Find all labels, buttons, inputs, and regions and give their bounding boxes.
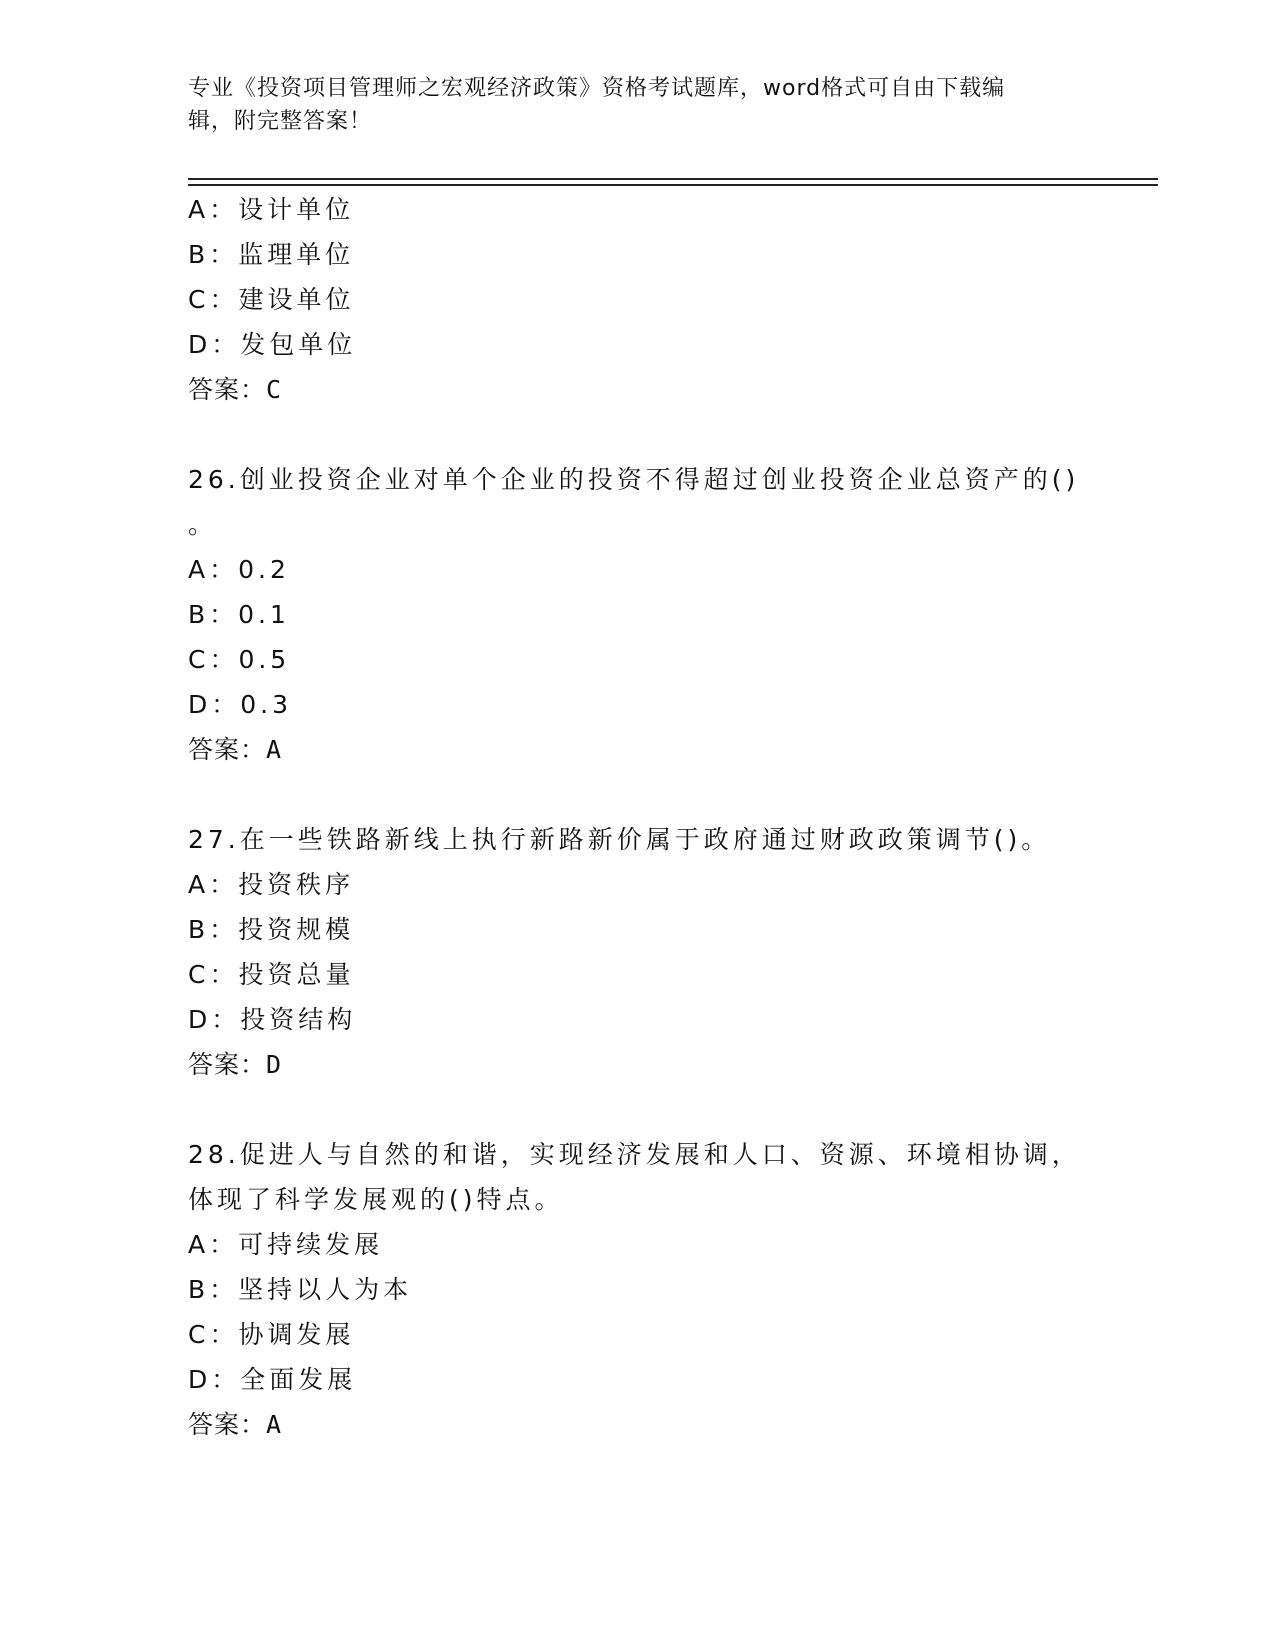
option-d: D：投资结构 [188, 1005, 357, 1034]
option-b: B：监理单位 [188, 240, 355, 269]
header-line-1: 专业《投资项目管理师之宏观经济政策》资格考试题库，word格式可自由下载编 [188, 76, 1006, 101]
answer-label: 答案： [188, 735, 267, 764]
option-d: D：0.3 [188, 690, 293, 719]
answer-label: 答案： [188, 375, 267, 404]
question-stem: 27.在一些铁路新线上执行新路新价属于政府通过财政政策调节()。 [188, 825, 1051, 854]
option-d: D：全面发展 [188, 1365, 357, 1394]
answer-line [188, 734, 282, 766]
question-stem: 28.促进人与自然的和谐，实现经济发展和人口、资源、环境相协调， [188, 1140, 1081, 1169]
answer-value: D [266, 1050, 283, 1079]
option-a: A：投资秩序 [188, 870, 355, 899]
option-c: C：0.5 [188, 645, 291, 674]
document-header [188, 72, 1068, 138]
answer-label: 答案： [188, 1410, 267, 1439]
answer-value: A [266, 735, 283, 764]
option-c: C：投资总量 [188, 960, 355, 989]
answer-line [188, 1049, 282, 1081]
answer-label: 答案： [188, 1050, 267, 1079]
answer-line [188, 374, 282, 406]
option-a: A：可持续发展 [188, 1230, 384, 1259]
answer-value: A [266, 1410, 283, 1439]
question-stem-continued: 。 [188, 510, 218, 539]
question-stem-continued: 体现了科学发展观的()特点。 [188, 1185, 564, 1214]
option-c: C：建设单位 [188, 285, 355, 314]
option-b: B：投资规模 [188, 915, 355, 944]
answer-line [188, 1409, 282, 1441]
header-line-2: 辑，附完整答案！ [188, 109, 373, 134]
option-d: D：发包单位 [188, 330, 357, 359]
option-b: B：0.1 [188, 600, 290, 629]
answer-value: C [266, 375, 283, 404]
header-divider-bottom [188, 184, 1158, 186]
question-stem: 26.创业投资企业对单个企业的投资不得超过创业投资企业总资产的() [188, 465, 1080, 494]
header-divider-top [188, 178, 1158, 180]
option-a: A：0.2 [188, 555, 290, 584]
option-b: B：坚持以人为本 [188, 1275, 413, 1304]
option-a: A：设计单位 [188, 195, 355, 224]
option-c: C：协调发展 [188, 1320, 355, 1349]
